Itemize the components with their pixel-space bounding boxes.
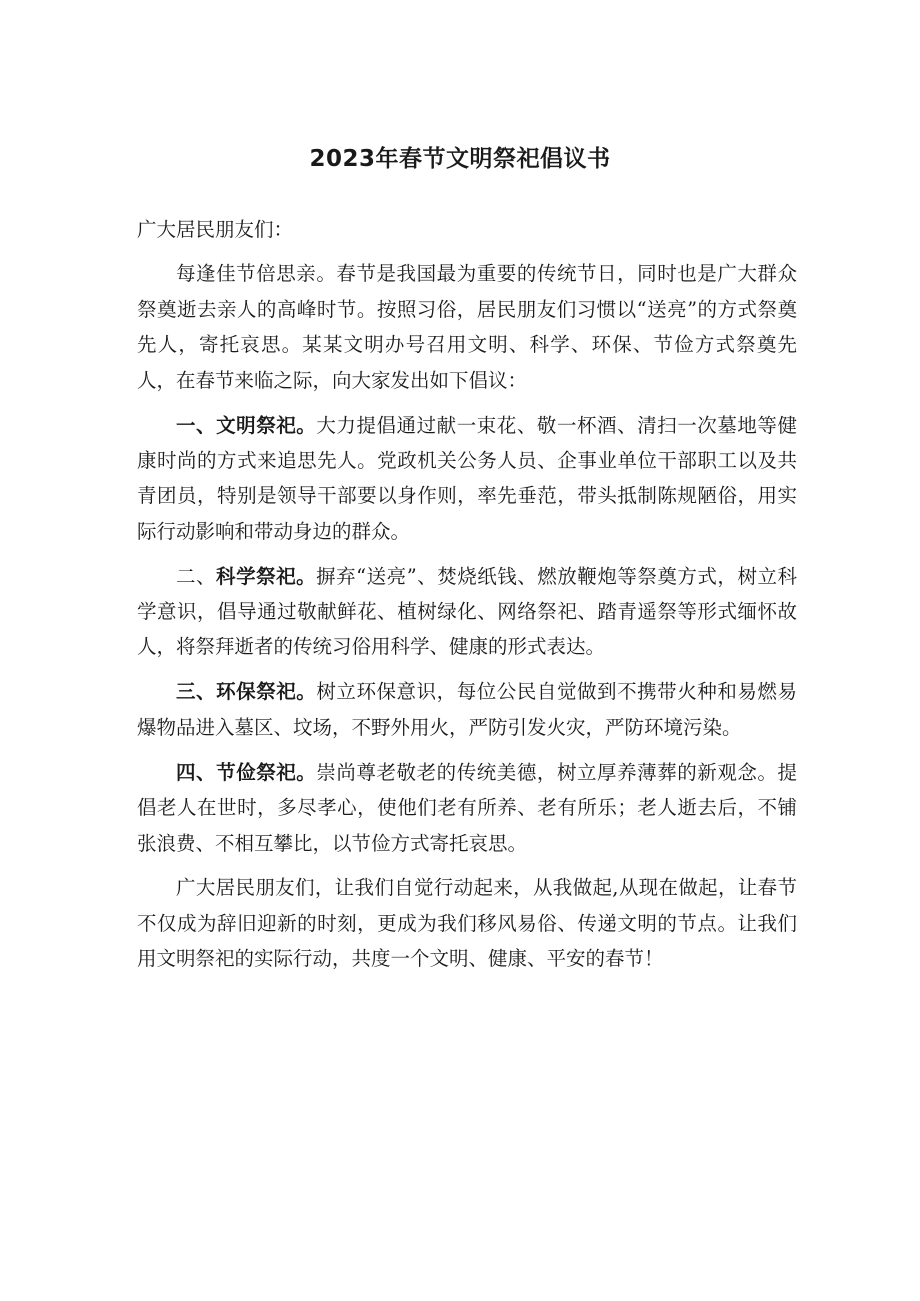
section-4-title: 节俭祭祀。 — [216, 760, 317, 784]
section-2-number: 二、 — [176, 564, 217, 588]
document-title: 2023年春节文明祭祀倡议书 — [309, 146, 611, 172]
section-paragraph-1 — [137, 408, 797, 550]
section-3-number: 三、 — [176, 680, 217, 704]
section-2-text: 摒弃“送亮”、焚烧纸钱、燃放鞭炮等祭奠方式，树立科学意识，倡导通过敬献鲜花、植树绿化、网络祭祀、踏青遥祭等形式缅怀故人，将祭拜逝者的传统习俗用科学、健康的形式表达。 — [137, 564, 797, 659]
section-4-text: 崇尚尊老敬老的传统美德，树立厚养薄葬的新观念。提倡老人在世时，多尽孝心，使他们老有所养、老有所乐；老人逝去后，不铺张浪费、不相互攀比，以节俭方式寄托哀思。 — [137, 760, 797, 855]
closing-paragraph: 广大居民朋友们，让我们自觉行动起来，从我做起,从现在做起，让春节不仅成为辞旧迎新的时刻，更成为我们移风易俗、传递文明的节点。让我们用文明祭祀的实际行动，共度一个文明、健康、平安的春节！ — [137, 876, 797, 971]
section-1-title: 文明祭祀。 — [216, 413, 317, 437]
document-body — [137, 212, 797, 986]
section-paragraph-2 — [137, 559, 797, 665]
intro-paragraph: 每逢佳节倍思亲。春节是我国最为重要的传统节日，同时也是广大群众祭奠逝去亲人的高峰时节。按照习俗，居民朋友们习惯以“送亮”的方式祭奠先人，寄托哀思。某某文明办号召用文明、科学、环保、节俭方式祭奠先人，在春节来临之际，向大家发出如下倡议： — [137, 262, 797, 392]
salutation: 广大居民朋友们： — [137, 218, 294, 241]
section-2-title: 科学祭祀。 — [216, 564, 317, 588]
section-paragraph-4 — [137, 755, 797, 861]
section-3-title: 环保祭祀。 — [216, 680, 317, 704]
section-3-text: 树立环保意识，每位公民自觉做到不携带火种和易燃易爆物品进入墓区、坟场，不野外用火，严防引发火灾，严防环境污染。 — [137, 680, 797, 739]
section-paragraph-3 — [137, 674, 797, 745]
section-1-number: 一、 — [176, 413, 217, 437]
section-1-text: 大力提倡通过献一束花、敬一杯酒、清扫一次墓地等健康时尚的方式来追思先人。党政机关公务人员、企事业单位干部职工以及共青团员，特别是领导干部要以身作则，率先垂范，带头抵制陈规陋俗，用实际行动影响和带动身边的群众。 — [137, 413, 797, 543]
section-4-number: 四、 — [176, 760, 217, 784]
